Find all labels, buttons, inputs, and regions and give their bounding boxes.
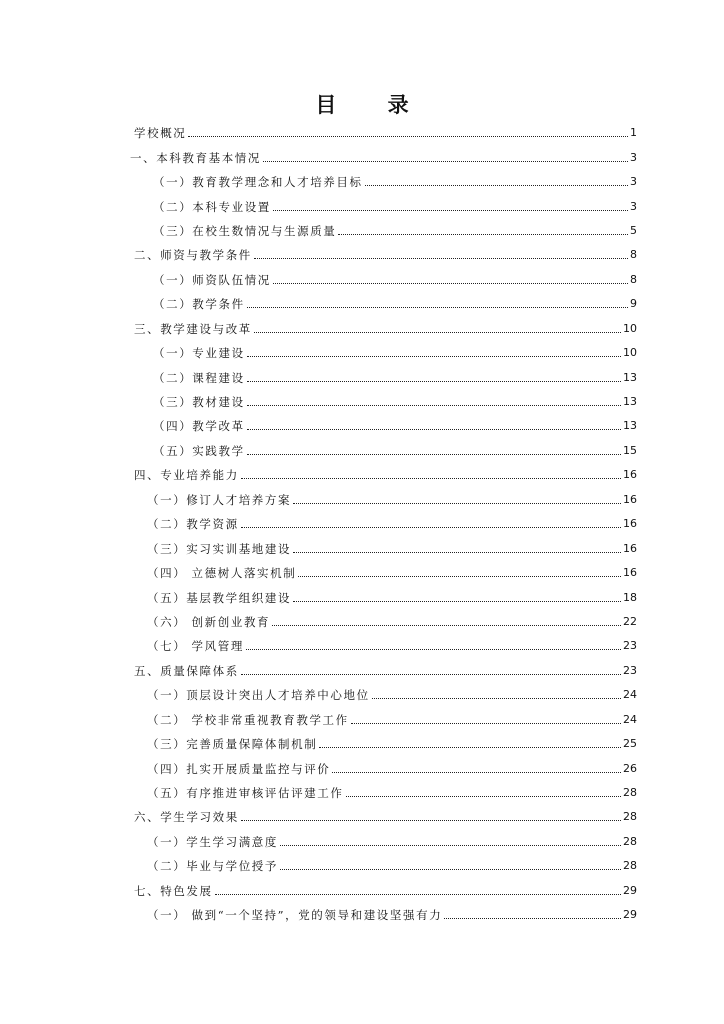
toc-entry[interactable] — [0, 854, 637, 878]
toc-entry-page-number: 23 — [623, 663, 637, 677]
toc-entry[interactable] — [0, 634, 637, 658]
toc-dot-leader — [332, 771, 621, 773]
toc-dot-leader — [246, 648, 621, 650]
toc-entry-label: （一）修订人才培养方案 — [147, 492, 292, 507]
toc-dot-leader — [351, 722, 621, 724]
toc-entry-page-number: 29 — [623, 908, 637, 922]
toc-entry-label: （一）教育教学理念和人才培养目标 — [153, 175, 363, 190]
toc-dot-leader — [247, 380, 621, 382]
toc-entry-page-number: 8 — [630, 248, 637, 262]
toc-entry-page-number: 3 — [630, 175, 637, 189]
toc-entry[interactable] — [0, 756, 637, 780]
toc-dot-leader — [254, 257, 628, 259]
toc-entry-label: （三）实习实训基地建设 — [147, 541, 292, 556]
toc-dot-leader — [188, 135, 628, 137]
toc-entry-page-number: 10 — [623, 346, 637, 360]
toc-entry-label: （三）教材建设 — [153, 395, 245, 410]
toc-title: 目 录 — [315, 93, 431, 117]
toc-entry[interactable] — [0, 219, 637, 243]
toc-entry-page-number: 16 — [623, 566, 637, 580]
toc-dot-leader — [263, 160, 628, 162]
toc-entry-label: 五、质量保障体系 — [134, 663, 239, 678]
toc-entry-label: （六） 创新创业教育 — [147, 614, 271, 629]
toc-entry[interactable] — [0, 463, 637, 487]
toc-entry-page-number: 8 — [630, 272, 637, 286]
toc-list — [0, 121, 724, 927]
toc-dot-leader — [338, 233, 628, 235]
toc-entry-label: （一）专业建设 — [153, 346, 245, 361]
toc-dot-leader — [241, 673, 621, 675]
toc-entry-label: （五）基层教学组织建设 — [147, 590, 292, 605]
toc-entry[interactable] — [0, 268, 637, 292]
toc-dot-leader — [247, 404, 621, 406]
toc-entry[interactable] — [0, 292, 637, 316]
toc-entry-label: （一）师资队伍情况 — [153, 272, 271, 287]
toc-dot-leader — [215, 893, 621, 895]
toc-entry-page-number: 28 — [623, 786, 637, 800]
toc-entry[interactable] — [0, 683, 637, 707]
toc-dot-leader — [346, 795, 622, 797]
toc-entry-label: 学校概况 — [134, 126, 187, 141]
toc-entry-label: 四、专业培养能力 — [134, 468, 239, 483]
toc-entry[interactable] — [0, 243, 637, 267]
toc-entry[interactable] — [0, 194, 637, 218]
toc-entry[interactable] — [0, 781, 637, 805]
toc-entry[interactable] — [0, 561, 637, 585]
toc-entry-page-number: 22 — [623, 614, 637, 628]
toc-entry-label: （四）教学改革 — [153, 419, 245, 434]
toc-entry[interactable] — [0, 488, 637, 512]
toc-dot-leader — [365, 184, 628, 186]
toc-entry[interactable] — [0, 903, 637, 927]
toc-entry-label: （二）教学资源 — [147, 517, 239, 532]
toc-entry-page-number: 13 — [623, 419, 637, 433]
toc-entry-label: 一、本科教育基本情况 — [130, 150, 261, 165]
toc-dot-leader — [280, 844, 621, 846]
toc-dot-leader — [298, 575, 621, 577]
toc-entry-page-number: 28 — [623, 859, 637, 873]
toc-entry[interactable] — [0, 512, 637, 536]
toc-entry-page-number: 3 — [630, 150, 637, 164]
toc-entry-label: （二） 学校非常重视教育教学工作 — [147, 712, 349, 727]
toc-entry-page-number: 16 — [623, 541, 637, 555]
toc-dot-leader — [293, 600, 621, 602]
toc-dot-leader — [241, 526, 621, 528]
toc-dot-leader — [254, 331, 621, 333]
toc-entry-page-number: 28 — [623, 834, 637, 848]
toc-entry-page-number: 24 — [623, 688, 637, 702]
toc-entry-label: （一）学生学习满意度 — [147, 834, 278, 849]
toc-entry[interactable] — [0, 732, 637, 756]
toc-entry-page-number: 9 — [630, 297, 637, 311]
toc-entry[interactable] — [0, 708, 637, 732]
toc-entry-page-number: 15 — [623, 443, 637, 457]
toc-dot-leader — [319, 746, 621, 748]
toc-entry-page-number: 23 — [623, 639, 637, 653]
toc-entry[interactable] — [0, 610, 637, 634]
toc-entry-page-number: 29 — [623, 883, 637, 897]
toc-entry[interactable] — [0, 317, 637, 341]
toc-entry[interactable] — [0, 145, 637, 169]
toc-entry-page-number: 13 — [623, 370, 637, 384]
toc-entry[interactable] — [0, 659, 637, 683]
toc-entry[interactable] — [0, 121, 637, 145]
toc-entry-page-number: 1 — [630, 126, 637, 140]
toc-entry-page-number: 13 — [623, 395, 637, 409]
toc-entry-page-number: 16 — [623, 492, 637, 506]
toc-entry-page-number: 26 — [623, 761, 637, 775]
toc-dot-leader — [241, 477, 621, 479]
toc-entry-page-number: 25 — [623, 737, 637, 751]
toc-entry-page-number: 10 — [623, 321, 637, 335]
toc-entry[interactable] — [0, 390, 637, 414]
toc-entry[interactable] — [0, 879, 637, 903]
toc-entry-label: 三、教学建设与改革 — [134, 321, 252, 336]
toc-dot-leader — [444, 917, 621, 919]
toc-entry[interactable] — [0, 365, 637, 389]
toc-entry-page-number: 24 — [623, 712, 637, 726]
toc-entry-label: （五）有序推进审核评估评建工作 — [147, 786, 344, 801]
toc-dot-leader — [247, 453, 621, 455]
toc-entry[interactable] — [0, 536, 637, 560]
toc-entry-label: （五）实践教学 — [153, 443, 245, 458]
toc-entry-page-number: 18 — [623, 590, 637, 604]
toc-entry-label: 七、特色发展 — [134, 883, 213, 898]
toc-entry-label: 二、师资与教学条件 — [134, 248, 252, 263]
toc-dot-leader — [293, 551, 621, 553]
toc-dot-leader — [293, 502, 621, 504]
toc-entry-label: （三）完善质量保障体制机制 — [147, 737, 318, 752]
toc-entry[interactable] — [0, 439, 637, 463]
toc-dot-leader — [241, 819, 621, 821]
toc-entry-label: （一）顶层设计突出人才培养中心地位 — [147, 688, 370, 703]
toc-entry-page-number: 16 — [623, 468, 637, 482]
toc-entry-page-number: 3 — [630, 199, 637, 213]
toc-entry-label: （二）毕业与学位授予 — [147, 859, 278, 874]
toc-entry-page-number: 5 — [630, 223, 637, 237]
toc-dot-leader — [273, 282, 628, 284]
toc-entry[interactable] — [0, 585, 637, 609]
toc-dot-leader — [280, 868, 621, 870]
toc-entry-label: （一） 做到“一个坚持”，党的领导和建设坚强有力 — [147, 908, 443, 923]
toc-entry-label: （二）本科专业设置 — [153, 199, 271, 214]
toc-dot-leader — [247, 428, 621, 430]
toc-entry-label: （二）课程建设 — [153, 370, 245, 385]
toc-entry[interactable] — [0, 341, 637, 365]
toc-dot-leader — [273, 209, 628, 211]
toc-entry-label: （二）教学条件 — [153, 297, 245, 312]
toc-entry[interactable] — [0, 805, 637, 829]
toc-dot-leader — [372, 697, 621, 699]
toc-dot-leader — [247, 306, 628, 308]
toc-entry-label: 六、学生学习效果 — [134, 810, 239, 825]
toc-entry-page-number: 16 — [623, 517, 637, 531]
toc-entry[interactable] — [0, 414, 637, 438]
toc-entry-label: （七） 学风管理 — [147, 639, 244, 654]
toc-entry[interactable] — [0, 830, 637, 854]
toc-entry-label: （四）扎实开展质量监控与评价 — [147, 761, 331, 776]
toc-entry-page-number: 28 — [623, 810, 637, 824]
toc-dot-leader — [247, 355, 621, 357]
toc-entry[interactable] — [0, 170, 637, 194]
toc-entry-label: （四） 立德树人落实机制 — [147, 566, 297, 581]
toc-entry-label: （三）在校生数情况与生源质量 — [153, 223, 337, 238]
toc-dot-leader — [272, 624, 621, 626]
